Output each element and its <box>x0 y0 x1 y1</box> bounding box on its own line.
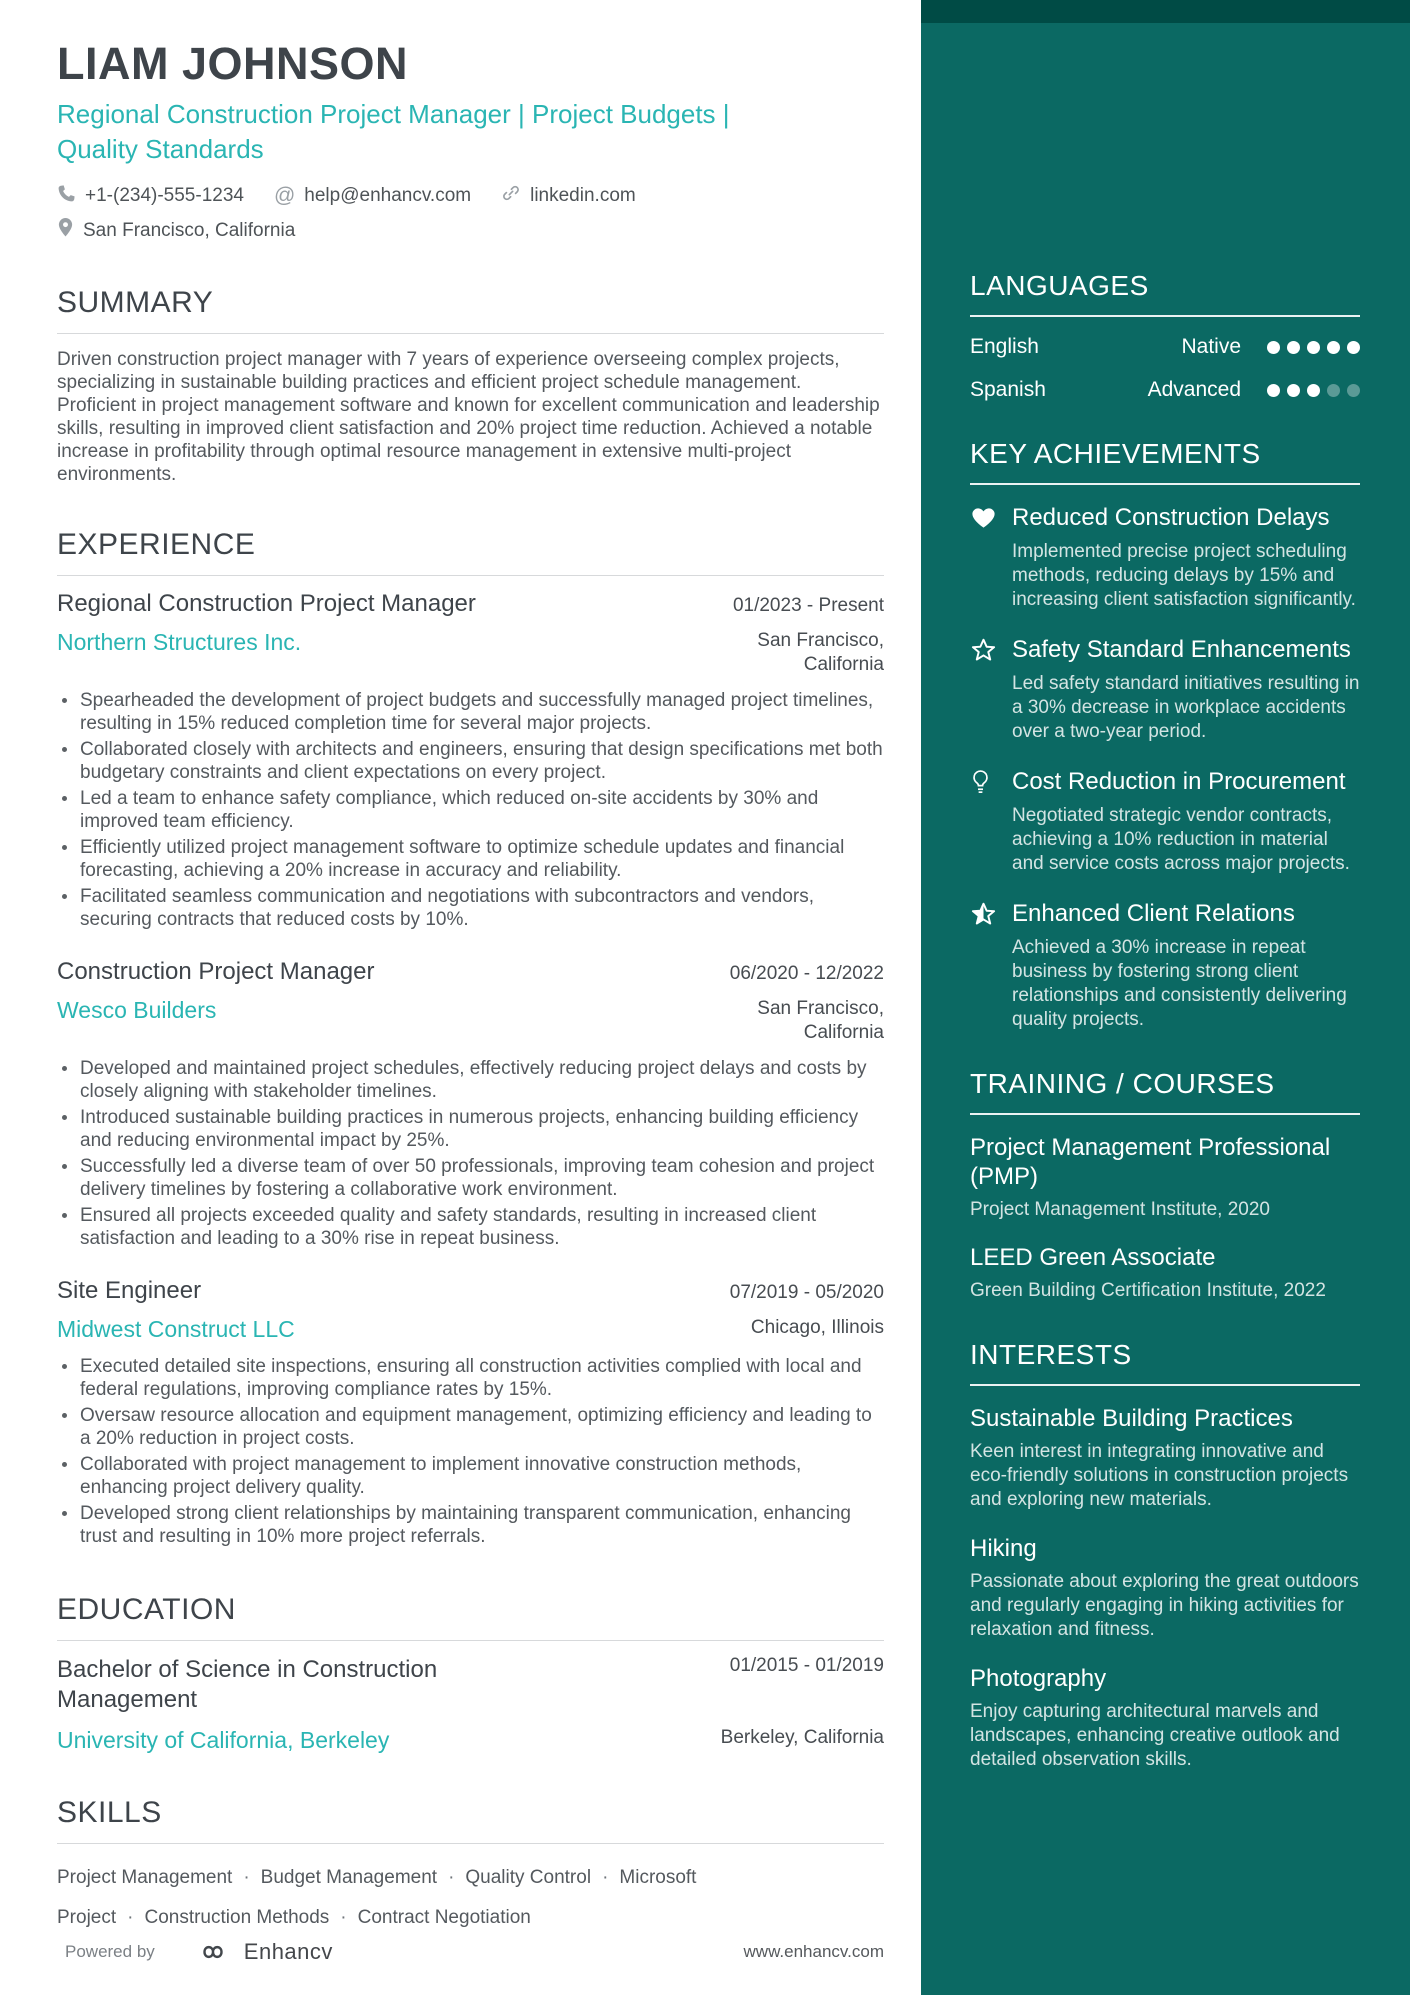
bullet-item: Spearheaded the development of project budgets and successfully managed project timelines, resulting in 15% reduced completion time for several major projects. <box>57 689 884 735</box>
education-head <box>57 1655 884 1715</box>
interest-description: Passionate about exploring the great outdoors and regularly engaging in hiking activities for relaxation and fitness. <box>970 1571 1359 1640</box>
job-location: San Francisco, California <box>757 630 884 675</box>
interest-title: Hiking <box>970 1535 1037 1562</box>
experience-entry <box>57 1277 884 1548</box>
course-item <box>970 1243 1360 1303</box>
job-title: Regional Construction Project Manager <box>57 590 476 617</box>
skills-section <box>57 1796 884 1938</box>
phone-contact[interactable] <box>57 184 244 209</box>
achievement-title: Cost Reduction in Procurement <box>1012 768 1346 795</box>
skill-item: Microsoft Project · <box>57 1867 696 1928</box>
job-dates: 07/2019 - 05/2020 <box>729 1282 884 1303</box>
job-bullets <box>57 1057 884 1250</box>
proficiency-dot <box>1287 341 1300 354</box>
proficiency-dot <box>1287 384 1300 397</box>
achievement-item <box>970 503 1360 612</box>
achievement-title: Safety Standard Enhancements <box>1012 636 1351 663</box>
course-item <box>970 1133 1360 1222</box>
experience-entry <box>57 590 884 931</box>
bullet-item: Developed and maintained project schedules, effectively reducing project delays and costs by closely aligning with stakeholder timelines. <box>57 1057 884 1103</box>
bullet-item: Introduced sustainable building practices in numerous projects, enhancing building efficiency and reducing environmental impact by 25%. <box>57 1106 884 1152</box>
bullet-item: Developed strong client relationships by maintaining transparent communication, enhancing trust and resulting in 10% more project referrals. <box>57 1502 884 1548</box>
entry-head <box>57 1277 884 1305</box>
proficiency-dot <box>1307 341 1320 354</box>
language-level: Native <box>1181 335 1241 358</box>
email-contact[interactable] <box>274 184 471 208</box>
achievement-title: Reduced Construction Delays <box>1012 504 1330 531</box>
job-bullets <box>57 1355 884 1548</box>
language-level: Advanced <box>1147 378 1241 401</box>
language-name: Spanish <box>970 378 1046 401</box>
language-proficiency-dots <box>1267 341 1360 354</box>
location-bar <box>57 217 884 244</box>
bullet-item: Ensured all projects exceeded quality and safety standards, resulting in increased client satisfaction and leading to a 30% rise in repeat business. <box>57 1204 884 1250</box>
experience-entry <box>57 958 884 1250</box>
job-location: Chicago, Illinois <box>750 1317 884 1338</box>
linkedin-url: linkedin.com <box>530 185 636 206</box>
language-item <box>970 378 1360 402</box>
achievement-description: Led safety standard initiatives resulting in a 30% decrease in workplace accidents over a two-year period. <box>1012 673 1360 742</box>
education-subhead <box>57 1727 884 1754</box>
company-name: Northern Structures Inc. <box>57 629 302 655</box>
job-bullets <box>57 689 884 931</box>
achievement-item <box>970 899 1360 1032</box>
entry-subhead <box>57 997 884 1045</box>
achievement-body <box>1012 767 1360 876</box>
job-dates: 06/2020 - 12/2022 <box>729 963 884 984</box>
bullet-item: Collaborated with project management to implement innovative construction methods, enhancing project delivery quality. <box>57 1453 884 1499</box>
skill-item: Quality Control · <box>465 1867 619 1888</box>
experience-heading: EXPERIENCE <box>57 528 884 576</box>
interest-description: Keen interest in integrating innovative and eco-friendly solutions in construction projects and exploring new materials. <box>970 1441 1349 1510</box>
location-item <box>57 217 295 244</box>
skill-item: Project Management · <box>57 1867 261 1888</box>
entry-head <box>57 958 884 986</box>
education-heading: EDUCATION <box>57 1593 884 1641</box>
language-item <box>970 335 1360 359</box>
experience-list <box>57 590 884 1548</box>
course-institution: Green Building Certification Institute, 2022 <box>970 1280 1326 1301</box>
interest-description: Enjoy capturing architectural marvels and landscapes, enhancing creative outlook and detailed observation skills. <box>970 1701 1340 1770</box>
education-location: Berkeley, California <box>720 1727 884 1748</box>
interests-heading: INTERESTS <box>970 1339 1360 1386</box>
bullet-item: Successfully led a diverse team of over 50 professionals, improving team cohesion and project delivery timelines by fostering a collaborative work environment. <box>57 1155 884 1201</box>
header <box>57 38 884 244</box>
achievement-item <box>970 767 1360 876</box>
skills-heading: SKILLS <box>57 1796 884 1844</box>
interest-title: Photography <box>970 1665 1107 1692</box>
proficiency-dot <box>1267 384 1280 397</box>
achievement-title: Enhanced Client Relations <box>1012 900 1295 927</box>
sidebar-content <box>970 0 1360 1772</box>
skill-item: Construction Methods · <box>144 1907 357 1928</box>
course-institution: Project Management Institute, 2020 <box>970 1199 1270 1220</box>
interest-item <box>970 1664 1360 1772</box>
sidebar-top-strip <box>921 0 1410 23</box>
entry-head <box>57 590 884 618</box>
bullet-item: Oversaw resource allocation and equipment management, optimizing efficiency and leading to a 20% reduction in project costs. <box>57 1404 884 1450</box>
achievement-description: Achieved a 30% increase in repeat business by fostering strong client relationships and consistently delivering quality projects. <box>1012 937 1347 1030</box>
achievement-body <box>1012 899 1360 1032</box>
proficiency-dot <box>1347 384 1360 397</box>
language-name: English <box>970 335 1039 358</box>
company-name: Wesco Builders <box>57 997 217 1023</box>
contact-bar <box>57 183 884 209</box>
job-title: Construction Project Manager <box>57 958 375 985</box>
powered-by-label: Powered by <box>65 1942 155 1961</box>
summary-heading: SUMMARY <box>57 286 884 334</box>
star-half-icon <box>970 899 1012 1032</box>
footer-website-link[interactable]: www.enhancv.com <box>743 1942 884 1961</box>
footer <box>57 1939 884 1995</box>
entry-subhead <box>57 1316 884 1343</box>
proficiency-dot <box>1347 341 1360 354</box>
achievement-description: Negotiated strategic vendor contracts, achieving a 10% reduction in material and service costs across major projects. <box>1012 805 1350 874</box>
email-address: help@enhancv.com <box>304 185 472 206</box>
language-proficiency-dots <box>1267 384 1360 397</box>
heart-icon <box>970 503 1012 612</box>
phone-number: +1-(234)-555-1234 <box>85 185 244 206</box>
courses-heading: TRAINING / COURSES <box>970 1068 1360 1115</box>
languages-section <box>970 270 1360 402</box>
courses-list <box>970 1133 1360 1303</box>
education-dates: 01/2015 - 01/2019 <box>729 1655 884 1676</box>
bullet-item: Efficiently utilized project management software to optimize schedule updates and financial forecasting, achieving a 20% increase in accuracy and reliability. <box>57 836 884 882</box>
lightbulb-icon <box>970 767 1012 876</box>
degree-title: Bachelor of Science in Construction Management <box>57 1656 438 1713</box>
skill-item: Contract Negotiation <box>357 1907 531 1928</box>
skills-list <box>57 1858 857 1938</box>
location-pin-icon <box>57 217 74 244</box>
courses-section <box>970 1068 1360 1303</box>
entry-subhead <box>57 629 884 677</box>
languages-list <box>970 335 1360 402</box>
interests-section <box>970 1339 1360 1772</box>
linkedin-contact[interactable] <box>501 183 636 209</box>
enhancv-logo-icon <box>193 1939 233 1965</box>
proficiency-dot <box>1307 384 1320 397</box>
job-location: San Francisco, California <box>757 998 884 1043</box>
experience-section <box>57 528 884 1551</box>
brand-name: Enhancv <box>243 1939 333 1964</box>
job-title: Site Engineer <box>57 1277 202 1304</box>
person-name: LIAM JOHNSON <box>57 38 409 89</box>
course-title: Project Management Professional (PMP) <box>970 1134 1331 1190</box>
bullet-item: Executed detailed site inspections, ensuring all construction activities complied with local and federal regulations, improving compliance rates by 15%. <box>57 1355 884 1401</box>
phone-icon <box>57 184 76 209</box>
skill-item: Budget Management · <box>261 1867 466 1888</box>
headline: Regional Construction Project Manager | Project Budgets | Quality Standards <box>57 99 730 164</box>
bullet-item: Facilitated seamless communication and negotiations with subcontractors and vendors, securing contracts that reduced costs by 10%. <box>57 885 884 931</box>
achievement-description: Implemented precise project scheduling methods, reducing delays by 15% and increasing client satisfaction significantly. <box>1012 541 1356 610</box>
achievements-list <box>970 503 1360 1032</box>
star-icon <box>970 635 1012 744</box>
achievements-section <box>970 438 1360 1032</box>
bullet-item: Collaborated closely with architects and engineers, ensuring that design specifications met both budgetary constraints and client expectations on every project. <box>57 738 884 784</box>
course-title: LEED Green Associate <box>970 1244 1216 1271</box>
achievement-item <box>970 635 1360 744</box>
achievement-body <box>1012 503 1360 612</box>
achievements-heading: KEY ACHIEVEMENTS <box>970 438 1360 485</box>
summary-section <box>57 286 884 486</box>
interest-item <box>970 1404 1360 1512</box>
job-dates: 01/2023 - Present <box>732 595 884 616</box>
summary-text: Driven construction project manager with 7 years of experience overseeing complex projects, specializing in sustainable building practices and efficient project schedule management. Proficient in project management software and known for excellent communication and leadership skills, resulting in improved client satisfaction and 20% project time reduction. Achieved a notable increase in profitability through optimal resource management in extensive multi-project environments. <box>57 349 880 485</box>
achievement-body <box>1012 635 1360 744</box>
education-section <box>57 1593 884 1754</box>
proficiency-dot <box>1267 341 1280 354</box>
location-text: San Francisco, California <box>83 219 296 241</box>
bullet-item: Led a team to enhance safety compliance, which reduced on-site accidents by 30% and improved team efficiency. <box>57 787 884 833</box>
link-icon <box>501 183 521 209</box>
languages-heading: LANGUAGES <box>970 270 1360 317</box>
interest-item <box>970 1534 1360 1642</box>
school-name: University of California, Berkeley <box>57 1727 390 1753</box>
interests-list <box>970 1404 1360 1772</box>
interest-title: Sustainable Building Practices <box>970 1405 1293 1432</box>
company-name: Midwest Construct LLC <box>57 1316 295 1342</box>
proficiency-dot <box>1327 384 1340 397</box>
proficiency-dot <box>1327 341 1340 354</box>
at-icon: @ <box>273 184 296 207</box>
sidebar <box>921 0 1410 1995</box>
